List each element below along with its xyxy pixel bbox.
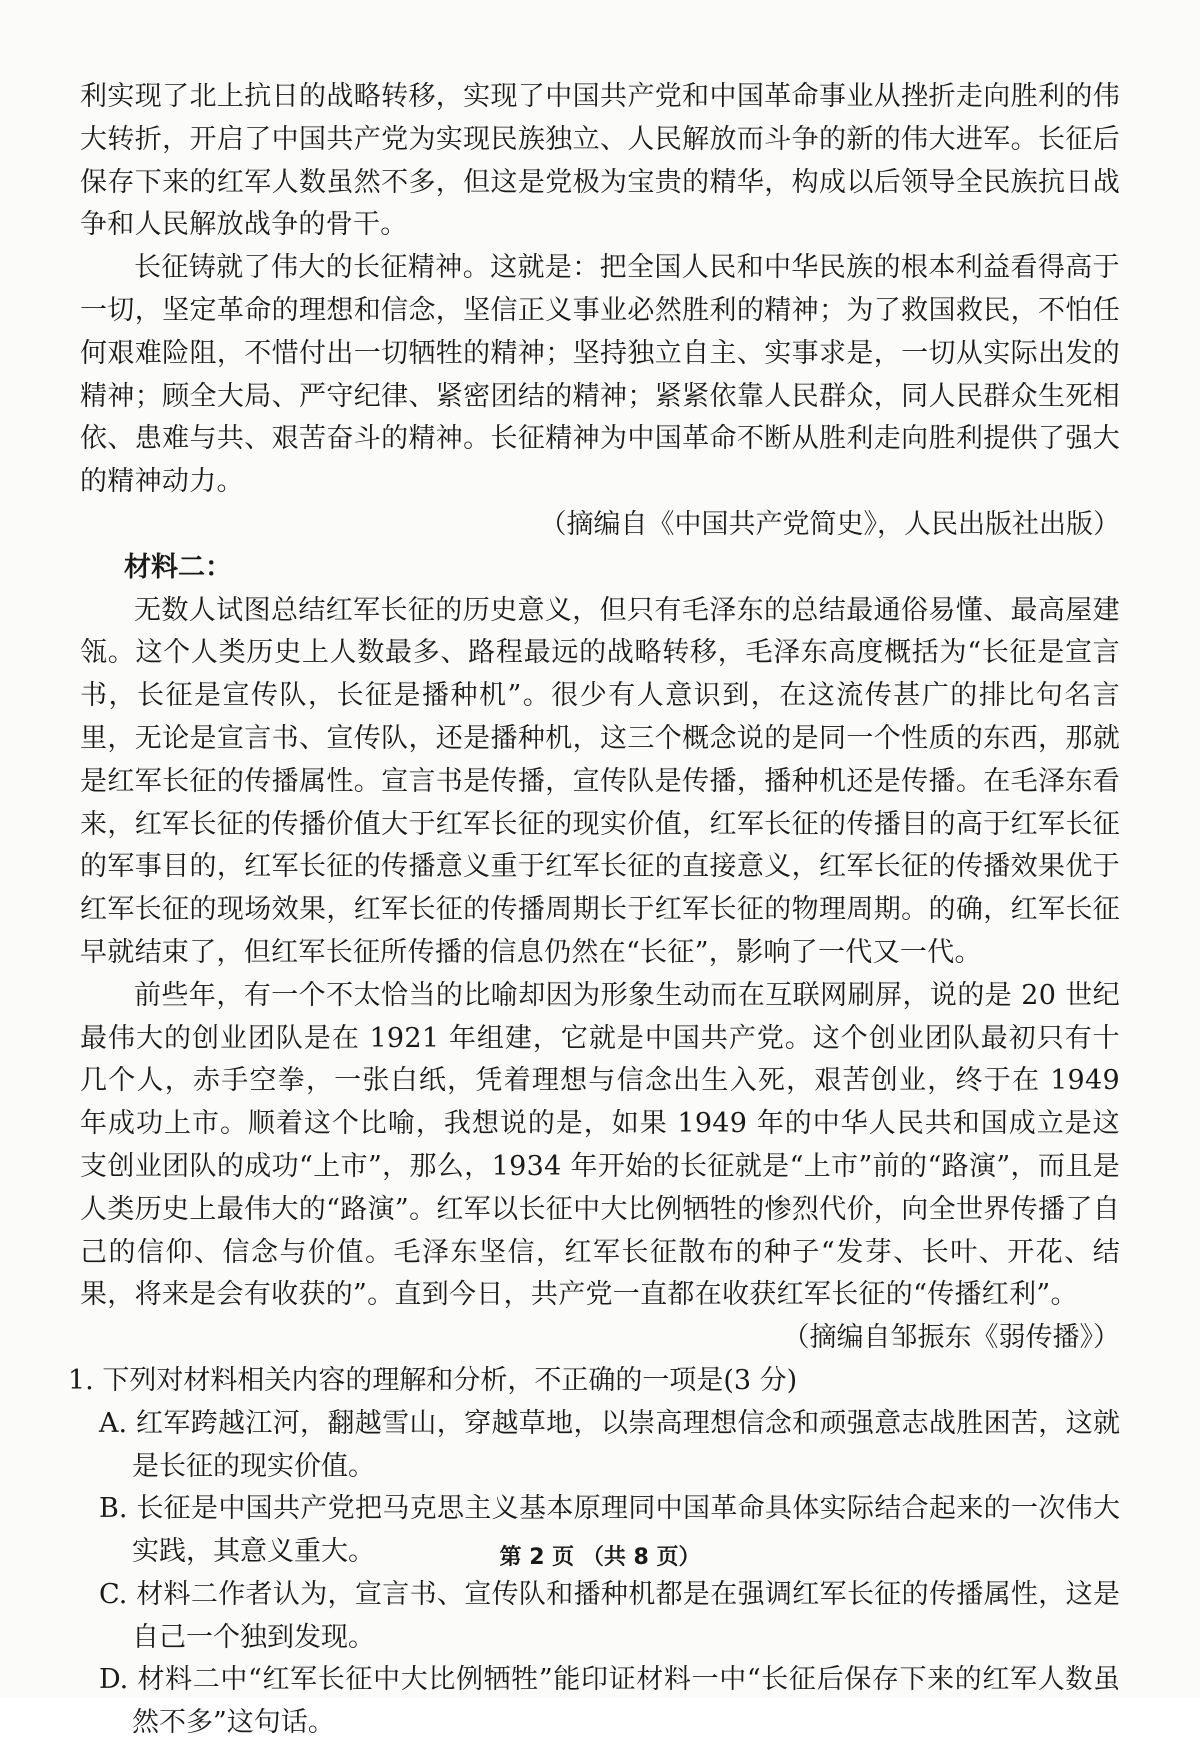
question-1-option-b: B. 长征是中国共产党把马克思主义基本原理同中国革命具体实际结合起来的一次伟大实践，其意义重大。 — [99, 1493, 1120, 1568]
question-1-stem: 1. 下列对材料相关内容的理解和分析，不正确的一项是(3 分) — [68, 1364, 798, 1396]
page-content — [68, 76, 1120, 1745]
question-1-option-d: D. 材料二中“红军长征中大比例牺牲”能印证材料一中“长征后保存下来的红军人数虽然不多”这句话。 — [99, 1664, 1120, 1739]
material-one-source: （摘编自《中国共产党简史》，人民出版社出版） — [539, 508, 1120, 540]
question-1-option-a: A. 红军跨越江河，翻越雪山，穿越草地，以崇高理想信念和顽强意志战胜困苦，这就是长征的现实价值。 — [99, 1407, 1120, 1482]
material-two-source: （摘编自邹振东《弱传播》） — [782, 1322, 1120, 1354]
material-two-paragraph-2: 前些年，有一个不太恰当的比喻却因为形象生动而在互联网刷屏，说的是 20 世纪最伟大的创业团队是在 1921 年组建，它就是中国共产党。这个创业团队最初只有十几个人，赤手空拳，一张白纸，凭着理想与信念出生入死，艰苦创业，终于在 1949 年成功上市。顺着这个比喻，我想说的是，如果 1949 年的中华人民共和国成立是这支创业团队的成功“上市”，那么，1934 年开始的长征就是“上市”前的“路演”，而且是人类历史上最伟大的“路演”。红军以长征中大比例牺牲的惨烈代价，向全世界传播了自己的信仰、信念与价值。毛泽东坚信，红军长征散布的种子“发芽、长叶、开花、结果，将来是会有收获的”。直到今日，共产党一直都在收获红军长征的“传播红利”。 — [80, 979, 1120, 1311]
material-one-paragraph-continued: 利实现了北上抗日的战略转移，实现了中国共产党和中国革命事业从挫折走向胜利的伟大转折，开启了中国共产党为实现民族独立、人民解放而斗争的新的伟大进军。长征后保存下来的红军人数虽然不多，但这是党极为宝贵的精华，构成以后领导全民族抗日战争和人民解放战争的骨干。 — [80, 81, 1120, 241]
material-two-heading: 材料二： — [124, 551, 232, 583]
material-one-paragraph-spirit: 长征铸就了伟大的长征精神。这就是：把全国人民和中华民族的根本利益看得高于一切，坚定革命的理想和信念，坚信正义事业必然胜利的精神；为了救国救民，不怕任何艰难险阻，不惜付出一切牺牲的精神；坚持独立自主、实事求是，一切从实际出发的精神；顾全大局、严守纪律、紧密团结的精神；紧紧依靠人民群众，同人民群众生死相依、患难与共、艰苦奋斗的精神。长征精神为中国革命不断从胜利走向胜利提供了强大的精神动力。 — [80, 252, 1120, 498]
question-1-option-c: C. 材料二作者认为，宣言书、宣传队和播种机都是在强调红军长征的传播属性，这是自己一个独到发现。 — [99, 1578, 1120, 1653]
page-number-footer: 第 2 页 （共 8 页） — [499, 1545, 701, 1570]
material-two-paragraph-1: 无数人试图总结红军长征的历史意义，但只有毛泽东的总结最通俗易懂、最高屋建瓴。这个人类历史上人数最多、路程最远的战略转移，毛泽东高度概括为“长征是宣言书，长征是宣传队，长征是播种机”。很少有人意识到，在这流传甚广的排比句名言里，无论是宣言书、宣传队，还是播种机，这三个概念说的是同一个性质的东西，那就是红军长征的传播属性。宣言书是传播，宣传队是传播，播种机还是传播。在毛泽东看来，红军长征的传播价值大于红军长征的现实价值，红军长征的传播目的高于红军长征的军事目的，红军长征的传播意义重于红军长征的直接意义，红军长征的传播效果优于红军长征的现场效果，红军长征的传播周期长于红军长征的物理周期。的确，红军长征早就结束了，但红军长征所传播的信息仍然在“长征”，影响了一代又一代。 — [80, 594, 1120, 968]
